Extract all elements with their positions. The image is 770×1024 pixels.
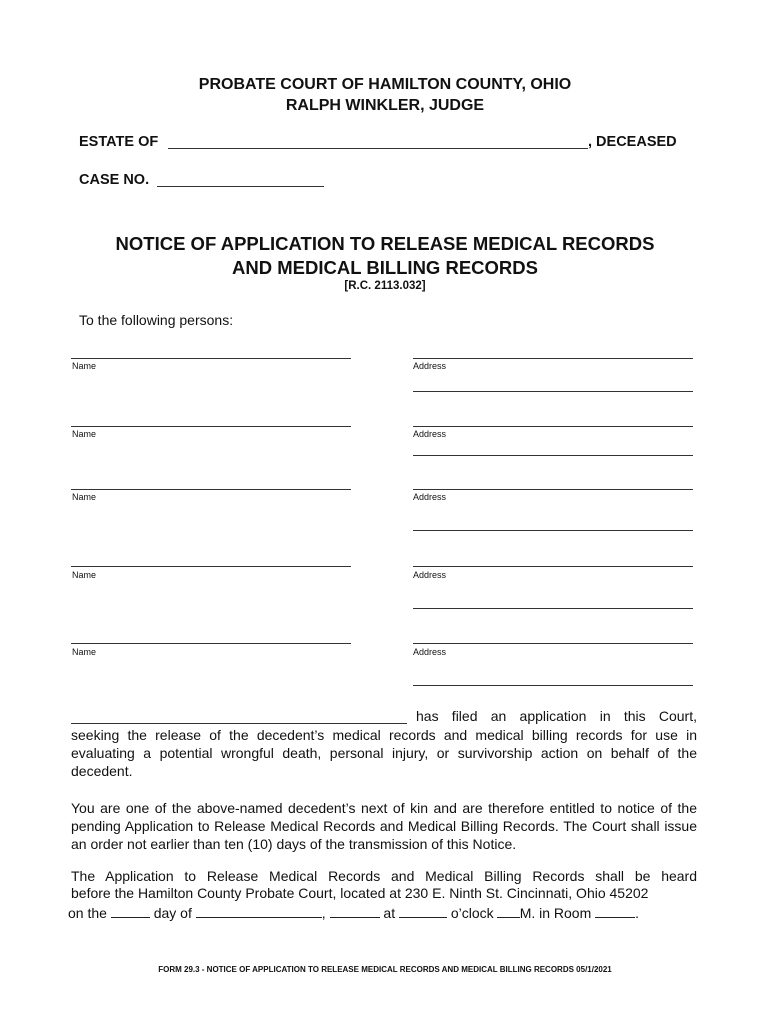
person-3-address-label: Address <box>413 492 447 502</box>
case-number-label: CASE NO. <box>79 172 150 188</box>
person-5-name-label: Name <box>72 647 97 657</box>
deceased-label: , DECEASED <box>588 134 677 150</box>
next-of-kin-notice-text: You are one of the above-named decedent’s next of kin and are therefore entitled to notice of the pending Application to Release Medical Records and Medical Billing Records. The Court shall issue an order not earlier than ten (10) days of the transmission of this Notice. <box>71 800 697 852</box>
person-2-name-label: Name <box>72 429 97 439</box>
day-of-label: day of <box>153 905 192 921</box>
statute-reference: [R.C. 2113.032] <box>344 280 426 292</box>
hearing-day-field[interactable] <box>111 903 150 918</box>
person-3-address-field[interactable] <box>413 489 693 490</box>
person-3-name-field[interactable] <box>71 489 351 490</box>
person-2-address-field[interactable] <box>413 426 693 427</box>
room-number-field[interactable] <box>595 903 635 918</box>
person-2-address-line2-field[interactable] <box>413 455 693 456</box>
hearing-text-line1: The Application to Release Medical Records and Medical Billing Records shall be heard <box>71 868 697 884</box>
judge-name: RALPH WINKLER, JUDGE <box>285 97 485 114</box>
person-2-address-label: Address <box>413 429 447 439</box>
person-5-address-label: Address <box>413 647 447 657</box>
application-filed-text: has filed an application in this Court, <box>416 708 697 724</box>
hearing-text-line2: before the Hamilton County Probate Court, located at 230 E. Ninth St. Cincinnati, Ohio 45202 <box>71 885 649 901</box>
person-1-address-line2-field[interactable] <box>413 391 693 392</box>
person-4-address-field[interactable] <box>413 566 693 567</box>
form-title-line1: NOTICE OF APPLICATION TO RELEASE MEDICAL RECORDS <box>115 233 655 254</box>
form-footer: FORM 29.3 - NOTICE OF APPLICATION TO RELEASE MEDICAL RECORDS AND MEDICAL BILLING RECORDS 05/1/2021 <box>158 965 612 974</box>
person-5-address-field[interactable] <box>413 643 693 644</box>
court-name: PROBATE COURT OF HAMILTON COUNTY, OHIO <box>198 76 572 93</box>
hearing-month-field[interactable] <box>196 903 322 918</box>
estate-label: ESTATE OF <box>79 134 159 150</box>
person-4-name-field[interactable] <box>71 566 351 567</box>
person-1-name-label: Name <box>72 361 97 371</box>
oclock-label: o’clock <box>450 905 494 921</box>
m-in-room-label: M. in Room <box>519 905 592 921</box>
hearing-year-field[interactable] <box>330 903 380 918</box>
persons-intro: To the following persons: <box>79 312 234 328</box>
application-purpose-text: seeking the release of the decedent’s medical records and medical billing records for use in evaluating a potential wrongful death, personal injury, or survivorship action on behalf of the decedent. <box>71 727 697 779</box>
at-label: at <box>383 905 396 921</box>
person-4-address-line2-field[interactable] <box>413 608 693 609</box>
person-5-address-line2-field[interactable] <box>413 685 693 686</box>
estate-name-field[interactable] <box>168 148 588 149</box>
person-1-name-field[interactable] <box>71 358 351 359</box>
hearing-time-field[interactable] <box>399 903 447 918</box>
person-2-name-field[interactable] <box>71 426 351 427</box>
applicant-name-field[interactable] <box>71 723 407 724</box>
person-3-name-label: Name <box>72 492 97 502</box>
form-title-line2: AND MEDICAL BILLING RECORDS <box>232 257 538 278</box>
case-number-field[interactable] <box>157 186 324 187</box>
hearing-date-line: on the day of , at o’clock M. in Room . <box>68 905 640 921</box>
person-4-address-label: Address <box>413 570 447 580</box>
person-1-address-field[interactable] <box>413 358 693 359</box>
am-pm-field[interactable] <box>497 903 520 918</box>
person-1-address-label: Address <box>413 361 447 371</box>
on-the-label: on the <box>68 905 107 921</box>
person-5-name-field[interactable] <box>71 643 351 644</box>
period: . <box>635 905 640 921</box>
person-3-address-line2-field[interactable] <box>413 530 693 531</box>
person-4-name-label: Name <box>72 570 97 580</box>
